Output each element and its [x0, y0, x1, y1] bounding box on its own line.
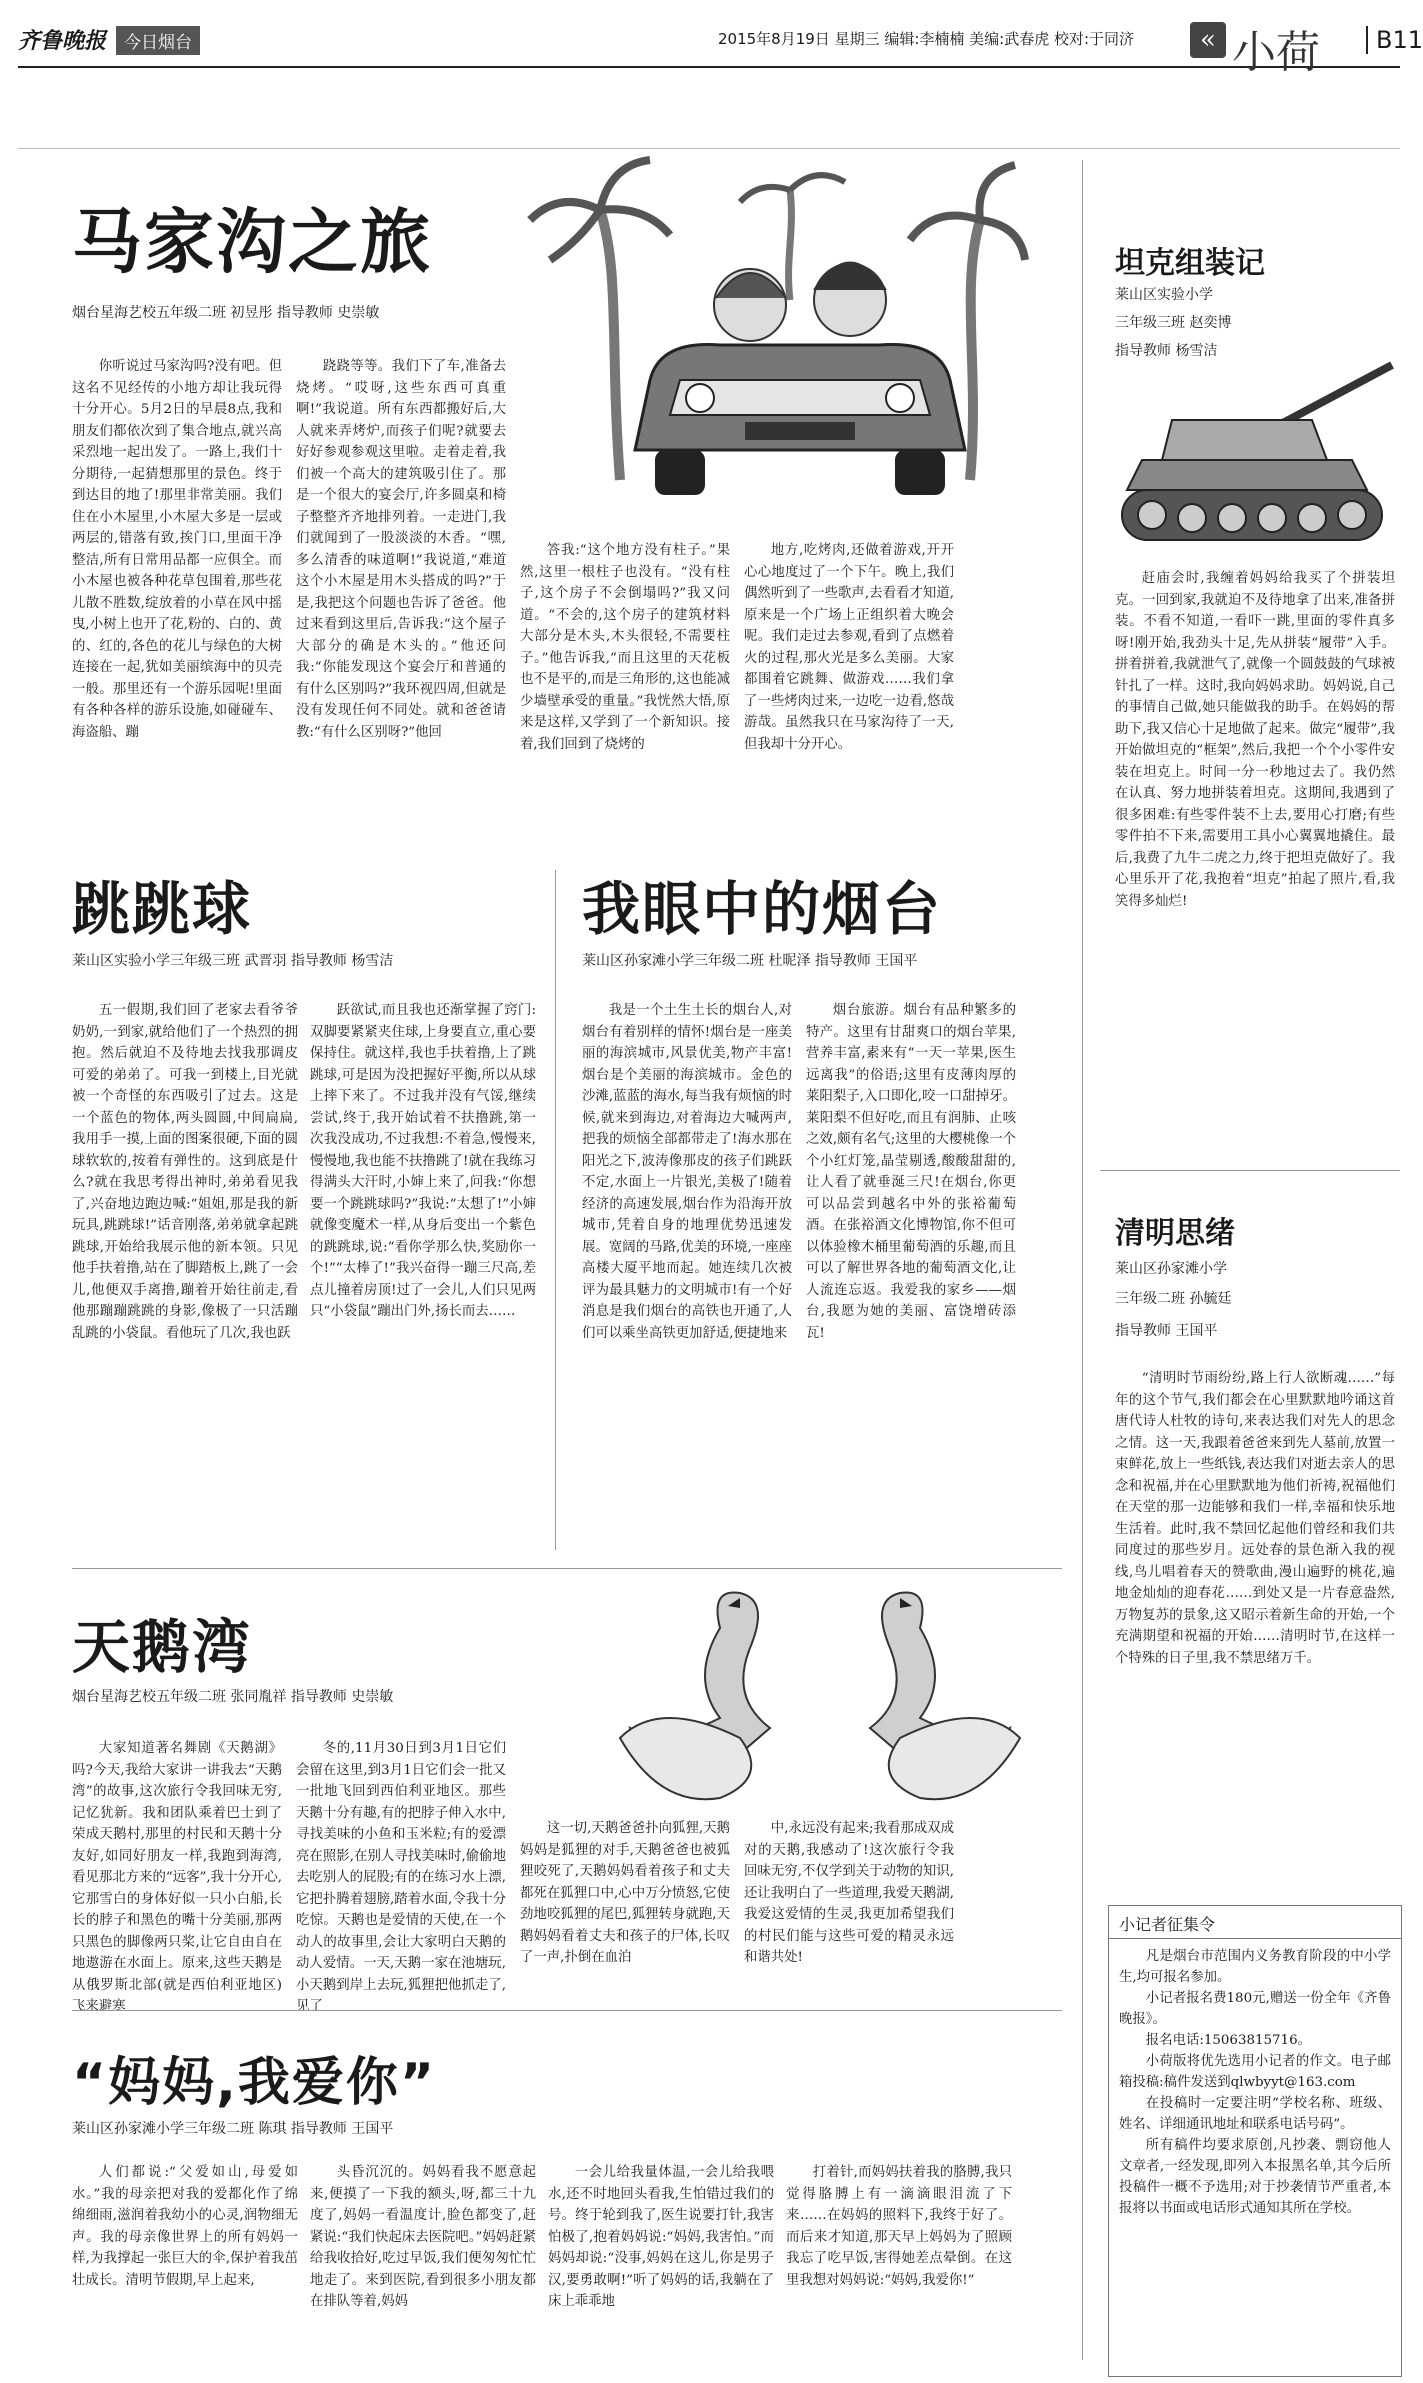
article-teacher: 指导教师 王国平	[1115, 1323, 1218, 1339]
article-column: 大家知道著名舞剧《天鹅湖》吗?今天,我给大家讲一讲我去“天鹅湾”的故事,这次旅行令我回味无穷,记忆犹新。我和团队乘着巴士到了荣成天鹅村,那里的村民和天鹅十分友好,如同好朋友一样,我跑到海湾,看见那北方来的“远客”,我十分开心,它那雪白的身体好似一只小白船,长长的脖子和黑色的嘴十分美丽,那两只黑色的脚像两只桨,让它自由自在地遨游在水面上。原来,这些天鹅是从俄罗斯北部(就是西伯利亚地区)飞来避寒	[72, 1741, 282, 2014]
page-number: B11	[1366, 26, 1423, 54]
article-column: 烟台旅游。烟台有品种繁多的特产。这里有甘甜爽口的烟台苹果,营养丰富,素来有“一天一苹果,医生远离我”的俗语;这里有皮薄肉厚的莱阳梨子,入口即化,咬一口甜掉牙。莱阳梨不但好吃,而且有润肺、止咳之效,颇有名气;这里的大樱桃像一个个小红灯笼,晶莹剔透,酸酸甜甜的,让人看了就垂涎三尺!在烟台,你更可以品尝到越名中外的张裕葡萄酒。在张裕酒文化博物馆,你不但可以体验橡木桶里葡萄酒的乐趣,而且可以了解世界各地的葡萄酒文化,让人流连忘返。我爱我的家乡——烟台,我愿为她的美丽、富饶增砖添瓦!	[806, 1003, 1016, 1341]
swans-illustration	[600, 1588, 1040, 1813]
article-column: 打着针,而妈妈扶着我的胳膊,我只觉得胳膊上有一滴滴眼泪流了下来……在妈妈的照料下,我终于好了。而后来才知道,那天早上妈妈为了照顾我忘了吃早饭,害得她差点晕倒。在这里我想对妈妈说:“妈妈,我爱你!”	[786, 2165, 1012, 2288]
article-title: 坦克组装记	[1115, 246, 1265, 281]
article-body: “清明时节雨纷纷,路上行人欲断魂……”每年的这个节气,我们都会在心里默默地吟诵这首唐代诗人杜牧的诗句,来表达我们对先人的思念之情。这一天,我跟着爸爸来到先人墓前,放置一束鲜花,放上一些纸钱,表达我们对逝去亲人的思念和祝福,并在心里默默地为他们祈祷,祝福他们在天堂的那一边能够和我们一样,幸福和快乐地生活着。此时,我不禁回忆起他们曾经和我们共同度过的那些岁月。远处春的景色渐入我的视线,鸟儿唱着春天的赞歌曲,漫山遍野的桃花,遍地金灿灿的迎春花……到处又是一片春意盎然,万物复苏的景象,这又昭示着新生命的开始,一个充满期望和祝福的开始……清明时节,在这样一个特殊的日子里,我不禁思绪万千。	[1115, 1371, 1395, 1666]
notice-paragraph: 报名电话:15063815716。	[1145, 2033, 1311, 2048]
article-title: “妈妈,我爱你”	[72, 2053, 437, 2113]
article-column: 头昏沉沉的。妈妈看我不愿意起来,便摸了一下我的额头,呀,都三十九度了,妈妈一看温度计,脸色都变了,赶紧说:“我们快起床去医院吧。”妈妈赶紧给我收拾好,吃过早饭,我们便匆匆忙忙地走了。来到医院,看到很多小朋友都在排队等着,妈妈	[310, 2165, 536, 2309]
article-school: 莱山区实验小学	[1115, 287, 1213, 303]
divider	[18, 148, 1400, 149]
article-column: 你听说过马家沟吗?没有吧。但这名不见经传的小地方却让我玩得十分开心。5月2日的早晨8点,我和朋友们都依次到了集合地点,就兴高采烈地一起出发了。一路上,我们十分期待,一起猜想那里的景色。终于到达目的地了!那里非常美丽。我们住在小木屋里,小木屋大多是一层或两层的,错落有致,挨门口,里面干净整洁,所有日常用品都一应俱全。而小木屋也被各种花草包围着,那些花儿散不胜数,绽放着的小草在风中摇曳,小树上也开了花,粉的、白的、黄的、红的,各色的花儿与绿色的大树连接在一起,犹如美丽缤海中的贝壳一般。那里还有一个游乐园呢!里面有各种各样的游乐设施,如碰碰车、海盗船、蹦	[72, 359, 282, 740]
box-title: 小记者征集令	[1119, 1915, 1216, 1934]
notice-paragraph: 凡是烟台市范围内义务教育阶段的中小学生,均可报名参加。	[1119, 1949, 1391, 1985]
article-column: 冬的,11月30日到3月1日它们会留在这里,到3月1日它们会一批又一批地飞回到西伯利亚地区。那些天鹅十分有趣,有的把脖子伸入水中,寻找美味的小鱼和玉米粒;有的爱漂亮在照影,在别人寻找美味时,偷偷地去吃别人的屁股;有的在练习水上漂,它把扑腾着翅膀,踏着水面,令我十分吃惊。天鹅也是爱情的天使,在一个动人的故事里,会让大家明白天鹅的动人爱情。一天,天鹅一家在池塘玩,小天鹅到岸上去玩,狐狸把他抓走了,见了	[296, 1741, 506, 2014]
article-column: 一会儿给我量体温,一会儿给我喂水,还不时地回头看我,生怕错过我们的号。终于轮到我了,医生说要打针,我害怕极了,抱着妈妈说:“妈妈,我害怕。”而妈妈却说:“没事,妈妈在这儿,你是男子汉,要勇敢啊!”听了妈妈的话,我躺在了床上乖乖地	[548, 2165, 774, 2309]
article-column: 中,永远没有起来;我看那成双成对的天鹅,我感动了!这次旅行令我回味无穷,不仅学到关于动物的知识,还让我明白了一些道理,我爱天鹅湖,我爱这爱情的生灵,我更加希望我们的村民们能与这些可爱的精灵永远和谐共处!	[744, 1821, 954, 1965]
notice-paragraph: 小记者报名费180元,赠送一份全年《齐鲁晚报》。	[1119, 1991, 1391, 2027]
article-author: 三年级二班 孙毓廷	[1115, 1291, 1232, 1307]
column-brand: 小荷	[1232, 27, 1320, 78]
notice-paragraph: 在投稿时一定要注明“学校名称、班级、姓名、详细通讯地址和联系电话号码”。	[1119, 2096, 1391, 2132]
article-title: 跳跳球	[72, 875, 253, 943]
article-column: 五一假期,我们回了老家去看爷爷奶奶,一到家,就给他们了一个热烈的拥抱。然后就迫不及待地去找我那调皮可爱的弟弟了。可我一到楼上,目光就被一个奇怪的东西吸引了过去。这是一个蓝色的物体,两头圆圆,中间扁扁,我用手一摸,上面的图案很硬,下面的圆球软软的,按着有弹性的。这到底是什么?就在我思考得出神时,弟弟看见我了,兴奋地边跑边喊:“姐姐,那是我的新玩具,跳跳球!”话音刚落,弟弟就拿起跳跳球,开始给我展示他的新本领。只见他手扶着撸,站在了脚踏板上,跳了一会儿,他便双手离撸,蹦着开始往前走,看他那蹦蹦跳跳的身影,像极了一只活蹦乱跳的小袋鼠。看他玩了几次,我也跃	[72, 1003, 298, 1341]
article-column: 这一切,天鹅爸爸扑向狐狸,天鹅妈妈是狐狸的对手,天鹅爸爸也被狐狸咬死了,天鹅妈妈看着孩子和丈夫都死在狐狸口中,心中万分愤怒,它使劲地咬狐狸的尾巴,狐狸转身就跑,天鹅妈妈看着丈夫和孩子的尸体,长叹了一声,扑倒在血泊	[520, 1821, 730, 1965]
article-column: 跃欲试,而且我也还渐掌握了窍门:双脚要紧紧夹住球,上身要直立,重心要保持住。就这样,我也手扶着撸,上了跳跳球,可是因为没把握好平衡,所以从球上摔下来了。不过我并没有气馁,继续尝试,终于,我开始试着不扶撸跳,第一次我没成功,不过我想:不着急,慢慢来,慢慢地,我也能不扶撸跳了!就在我练习得满头大汗时,小婶上来了,问我:“你想要一个跳跳球吗?”我说:“太想了!”小婶就像变魔术一样,从身后变出一个紫色的跳跳球,说:“看你学那么快,奖励你一个!”“太棒了!”我兴奋得一蹦三尺高,差点儿撞着房顶!过了一会儿,人们只见两只“小袋鼠”蹦出门外,扬长而去……	[310, 1003, 536, 1319]
article-title: 马家沟之旅	[72, 201, 432, 283]
article-column: 答我:“这个地方没有柱子。”果然,这里一根柱子也没有。“没有柱子,这个房子不会倒塌吗?”我又问道。“不会的,这个房子的建筑材料大部分是木头,木头很轻,不需要柱子。”他告诉我,“而且这里的天花板也不是平的,而是三角形的,这也能减少墙壁承受的重量。”我恍然大悟,原来是这样,又学到了一个新知识。接着,我们回到了烧烤的	[520, 543, 730, 752]
car-illustration	[560, 150, 1030, 545]
column-rule	[1082, 160, 1083, 2360]
article-byline: 烟台星海艺校五年级二班 张同胤祥 指导教师 史崇敏	[72, 1689, 394, 1705]
reporter-notice-box	[1108, 1905, 1402, 2377]
divider	[1109, 1938, 1401, 1939]
tank-illustration	[1102, 360, 1402, 565]
masthead-bar	[18, 18, 1423, 78]
divider	[72, 1568, 1062, 1569]
divider	[72, 2010, 1062, 2011]
article-byline: 莱山区实验小学三年级三班 武晋羽 指导教师 杨雪洁	[72, 953, 394, 969]
issue-meta: 2015年8月19日 星期三 编辑:李楠楠 美编:武春虎 校对:于同济	[718, 30, 1135, 48]
section-label: 今日烟台	[116, 26, 200, 55]
article-byline: 莱山区孙家滩小学三年级二班 杜昵泽 指导教师 王国平	[582, 953, 918, 969]
notice-paragraph: 所有稿件均要求原创,凡抄袭、剽窃他人文章者,一经发现,即列入本报黑名单,其今后所投稿件一概不予选用;对于抄袭情节严重者,本报将以书面或电话形式通知其所在学校。	[1119, 2138, 1391, 2216]
notice-paragraph: 小荷版将优先选用小记者的作文。电子邮箱投稿:稿件发送到qlwbyyt@163.com	[1119, 2054, 1391, 2090]
chevron-left-icon: «	[1190, 22, 1226, 58]
article-byline: 烟台星海艺校五年级二班 初昱彤 指导教师 史崇敏	[72, 305, 380, 321]
article-title: 天鹅湾	[72, 1613, 253, 1681]
article-body: 赶庙会时,我缠着妈妈给我买了个拼装坦克。一回到家,我就迫不及待地拿了出来,准备拼装。不看不知道,一看吓一跳,里面的零件真多呀!刚开始,我劲头十足,先从拼装“履带”入手。拼着拼着,我就泄气了,就像一个圆鼓鼓的气球被针扎了一样。这时,我向妈妈求助。妈妈说,自己的事情自己做,她只能做我的助手。在妈妈的帮助下,我又信心十足地做了起来。做完“履带”,我开始做坦克的“框架”,然后,我把一个个小零件安装在坦克上。时间一分一秒地过去了。我仍然在认真、努力地拼装着坦克。这期间,我遇到了很多困难:有些零件装不上去,要用心打磨;有些零件拍不下来,需要用工具小心翼翼地撬住。最后,我费了九牛二虎之力,终于把坦克做好了。我心里乐开了花,我抱着“坦克”拍起了照片,看,我笑得多灿烂!	[1115, 571, 1395, 909]
article-column: 我是一个土生土长的烟台人,对烟台有着别样的情怀!烟台是一座美丽的海滨城市,风景优美,物产丰富!烟台是个美丽的海滨城市。金色的沙滩,蓝蓝的海水,每当我有烦恼的时候,就来到海边,对着海边大喊两声,把我的烦恼全部都带走了!海水那在阳光之下,波涛像那皮的孩子们跳跃不定,水面上一片银光,美极了!随着经济的高速发展,烟台作为沿海开放城市,凭着自身的地理优势迅速发展。宽阔的马路,优美的环境,一座座高楼大厦平地而起。她连续几次被评为最具魅力的文明城市!有一个好消息是我们烟台的高铁也开通了,人们可以乘坐高铁更加舒适,便捷地来	[582, 1003, 792, 1341]
article-column: 人们都说:“父爱如山,母爱如水。”我的母亲把对我的爱都化作了绵绵细雨,滋润着我幼小的心灵,润物细无声。我的母亲像世界上的所有妈妈一样,为我撑起一张巨大的伞,保护着我茁壮成长。清明节假期,早上起来,	[72, 2165, 298, 2288]
divider	[1100, 1170, 1400, 1171]
column-rule	[555, 870, 556, 1550]
newspaper-logo: 齐鲁晚报	[18, 28, 107, 54]
article-school: 莱山区孙家滩小学	[1115, 1261, 1227, 1277]
article-column: 地方,吃烤肉,还做着游戏,开开心心地度过了一个下午。晚上,我们偶然听到了一些歌声,去看看才知道,原来是一个广场上正组织着大晚会呢。我们走过去参观,看到了点燃着火的过程,那火光是多么美丽。大家都围着它跳舞、做游戏……我们拿了一些烤肉过来,一边吃一边看,悠哉游哉。虽然我只在马家沟待了一天,但我却十分开心。	[744, 543, 954, 752]
article-byline: 莱山区孙家滩小学三年级二班 陈琪 指导教师 王国平	[72, 2121, 394, 2137]
article-title: 清明思绪	[1115, 1216, 1235, 1251]
article-title: 我眼中的烟台	[582, 875, 943, 943]
article-column: 跷跷等等。我们下了车,准备去烧烤。“哎呀,这些东西可真重啊!”我说道。所有东西都搬好后,大人就来弄烤炉,而孩子们呢?就要去好好参观参观这里啦。走着走着,我们被一个高大的建筑吸引住了。那是一个很大的宴会厅,许多圆桌和椅子整整齐齐地排列着。一走进门,我们就闻到了一股淡淡的木香。“嘿,多么清香的味道啊!”我说道,“难道这个小木屋是用木头搭成的吗?”于是,我把这个问题也告诉了爸爸。他过来看到这里后,告诉我:“这个屋子大部分的确是木头的。”他还问我:“你能发现这个宴会厅和普通的有什么区别吗?”我环视四周,但就是没有发现任何不同处。就和爸爸请教:“有什么区别呀?”他回	[296, 359, 506, 740]
article-teacher: 指导教师 杨雪洁	[1115, 343, 1218, 359]
article-author: 三年级三班 赵奕博	[1115, 315, 1232, 331]
